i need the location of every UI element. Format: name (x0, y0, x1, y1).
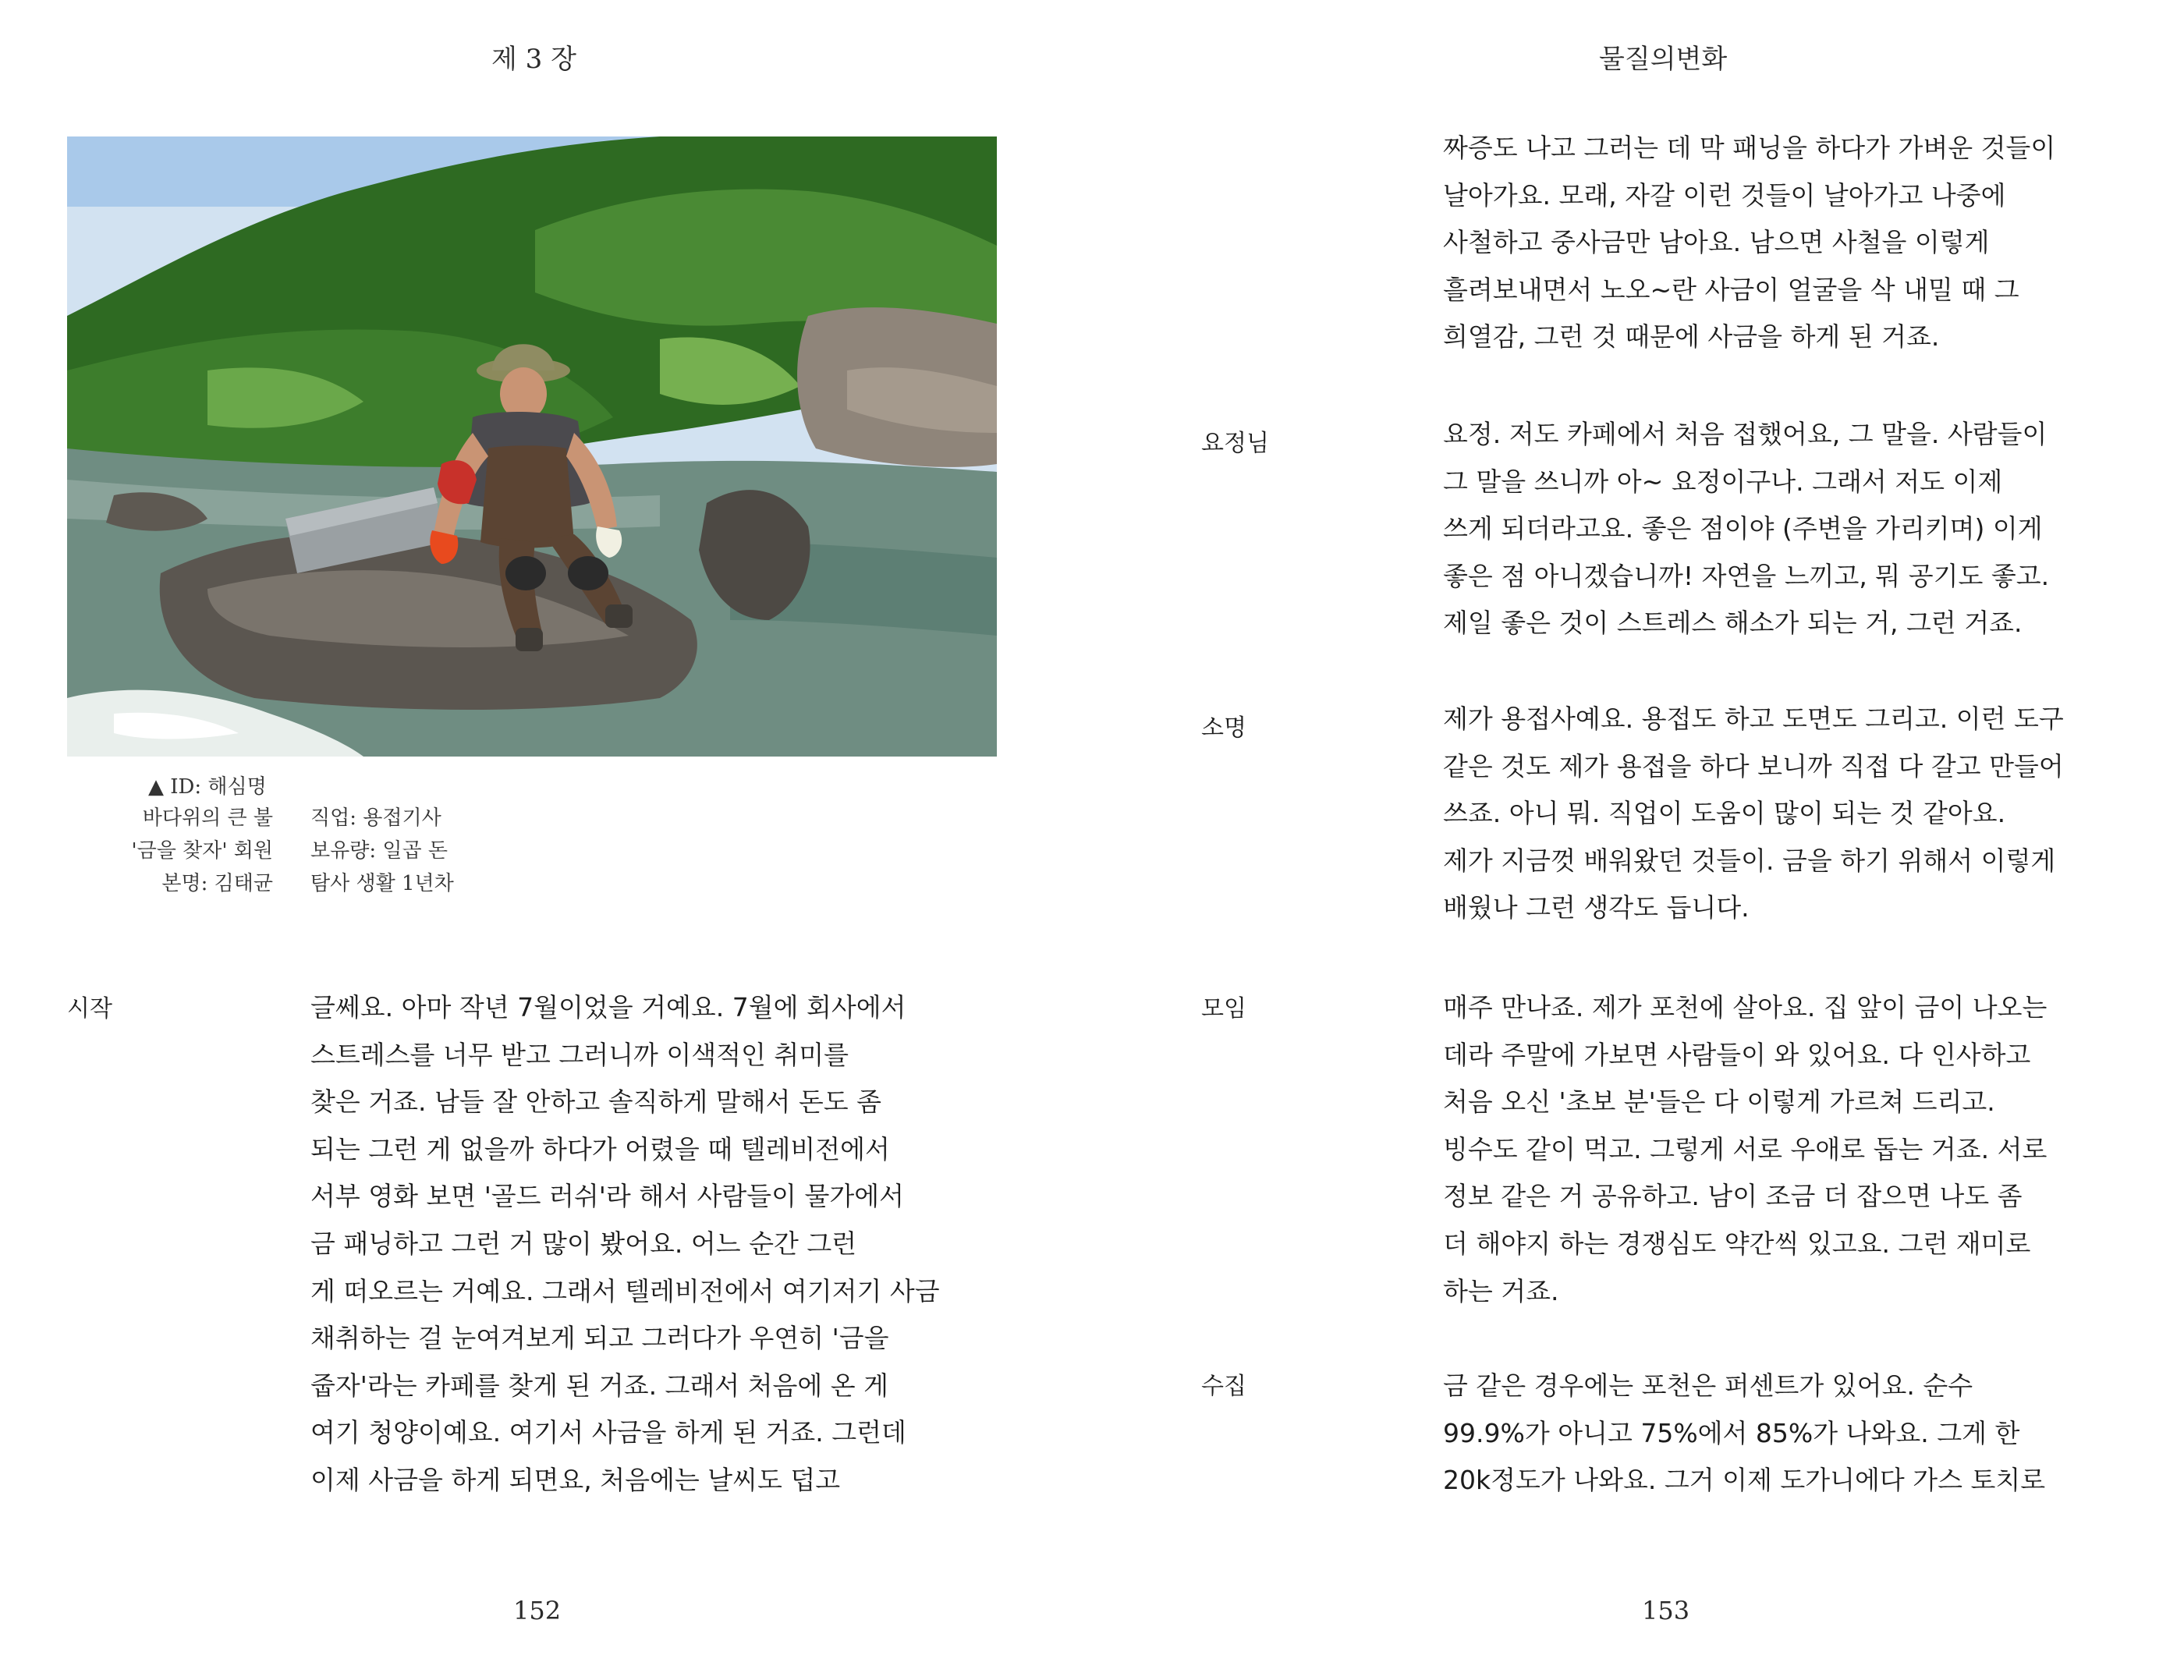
section-label-start: 시작 (67, 995, 112, 1023)
body-line: 제가 지금껏 배워왔던 것들이. 금을 하기 위해서 이렇게 (1443, 845, 2056, 876)
body-line: 흘려보내면서 노오~란 사금이 얼굴을 삭 내밀 때 그 (1443, 274, 2019, 305)
body-line: 데라 주말에 가보면 사람들이 와 있어요. 다 인사하고 (1443, 1039, 2031, 1070)
page-number-left: 152 (513, 1596, 562, 1625)
section-label-fairy: 요정님 (1201, 430, 1269, 457)
running-head-right: 물질의변화 (1599, 44, 1728, 75)
body-line: 날아가요. 모래, 자갈 이런 것들이 날아가고 나중에 (1443, 179, 2006, 211)
body-line: 같은 것도 제가 용접을 하다 보니까 직접 다 갈고 만들어 (1443, 750, 2064, 782)
right-page (1092, 0, 2184, 1680)
body-line: 짜증도 나고 그러는 데 막 패닝을 하다가 가벼운 것들이 (1443, 133, 2056, 163)
body-line: 99.9%가 아니고 75%에서 85%가 나와요. 그게 한 (1443, 1417, 2020, 1448)
caption-holdings: 보유량: 일곱 돈 (310, 839, 448, 863)
body-line: 빙수도 같이 먹고. 그렇게 서로 우애로 돕는 거죠. 서로 (1443, 1133, 2048, 1164)
section-body-start (310, 984, 940, 1505)
intro-paragraph (1443, 125, 2055, 361)
body-line: 희열감, 그런 것 때문에 사금을 하게 된 거죠. (1443, 321, 1940, 353)
page-number-right: 153 (1642, 1596, 1690, 1625)
caption-nickname: 바다위의 큰 불 (142, 806, 273, 830)
caption-occupation: 직업: 용접기사 (310, 806, 441, 830)
caption-membership: '금을 찾자' 회원 (131, 839, 273, 863)
body-line: 제일 좋은 것이 스트레스 해소가 되는 거, 그런 거죠. (1443, 608, 2023, 639)
section-body-collecting (1443, 1363, 2045, 1505)
body-line: 사철하고 중사금만 남아요. 남으면 사철을 이렇게 (1443, 227, 1990, 258)
body-line: 채취하는 걸 눈여겨보게 되고 그러다가 우연히 '금을 (310, 1323, 889, 1354)
body-line: 그 말을 쓰니까 아~ 요정이구나. 그래서 저도 이제 (1443, 466, 2003, 497)
running-head-left: 제 3 장 (491, 44, 576, 75)
body-line: 금 패닝하고 그런 거 많이 봤어요. 어느 순간 그런 (310, 1228, 857, 1259)
photo-caption-right-column (310, 802, 454, 900)
body-line: 처음 오신 '초보 분'들은 다 이렇게 가르쳐 드리고. (1443, 1086, 1995, 1118)
body-line: 매주 만나죠. 제가 포천에 살아요. 집 앞이 금이 나오는 (1443, 992, 2048, 1023)
section-body-gathering (1443, 984, 2047, 1315)
body-line: 하는 거죠. (1443, 1275, 1559, 1306)
body-line: 찾은 거죠. 남들 잘 안하고 솔직하게 말해서 돈도 좀 (310, 1086, 881, 1118)
section-body-calling (1443, 696, 2064, 932)
interview-photo (67, 136, 997, 757)
body-line: 제가 용접사예요. 용접도 하고 도면도 그리고. 이런 도구 (1443, 704, 2064, 734)
photo-illustration (67, 136, 997, 757)
section-label-collecting: 수집 (1201, 1373, 1246, 1400)
body-line: 여기 청양이예요. 여기서 사금을 하게 된 거죠. 그런데 (310, 1417, 906, 1448)
caption-experience: 탐사 생활 1년차 (310, 872, 454, 895)
section-label-gathering: 모임 (1201, 995, 1246, 1023)
photo-caption-id: ▲ ID: 해심명 (148, 775, 267, 799)
section-label-calling: 소명 (1201, 714, 1246, 742)
body-line: 되는 그런 게 없을까 하다가 어렸을 때 텔레비전에서 (310, 1133, 890, 1164)
body-line: 게 떠오르는 거예요. 그래서 텔레비전에서 여기저기 사금 (310, 1275, 940, 1306)
body-line: 이제 사금을 하게 되면요, 처음에는 날씨도 덥고 (310, 1464, 841, 1495)
body-line: 배웠나 그런 생각도 듭니다. (1443, 892, 1750, 923)
body-line: 요정. 저도 카페에서 처음 접했어요, 그 말을. 사람들이 (1443, 419, 2048, 449)
body-line: 글쎄요. 아마 작년 7월이었을 거예요. 7월에 회사에서 (310, 992, 906, 1023)
photo-caption-left-column (86, 802, 273, 900)
body-line: 스트레스를 너무 받고 그러니까 이색적인 취미를 (310, 1039, 849, 1070)
body-line: 쓰게 되더라고요. 좋은 점이야 (주변을 가리키며) 이게 (1443, 513, 2043, 544)
body-line: 더 해야지 하는 경쟁심도 약간씩 있고요. 그런 재미로 (1443, 1228, 2031, 1259)
body-line: 쓰죠. 아니 뭐. 직업이 도움이 많이 되는 것 같아요. (1443, 798, 2006, 829)
caption-real-name: 본명: 김태균 (161, 872, 273, 895)
body-line: 좋은 점 아니겠습니까! 자연을 느끼고, 뭐 공기도 좋고. (1443, 560, 2050, 591)
body-line: 20k정도가 나와요. 그거 이제 도가니에다 가스 토치로 (1443, 1465, 2046, 1496)
body-line: 서부 영화 보면 '골드 러쉬'라 해서 사람들이 물가에서 (310, 1181, 905, 1212)
body-line: 정보 같은 거 공유하고. 남이 조금 더 잡으면 나도 좀 (1443, 1181, 2023, 1212)
section-body-fairy (1443, 411, 2049, 647)
body-line: 줍자'라는 카페를 찾게 된 거죠. 그래서 처음에 온 게 (310, 1370, 889, 1401)
body-line: 금 같은 경우에는 포천은 퍼센트가 있어요. 순수 (1443, 1370, 1973, 1401)
